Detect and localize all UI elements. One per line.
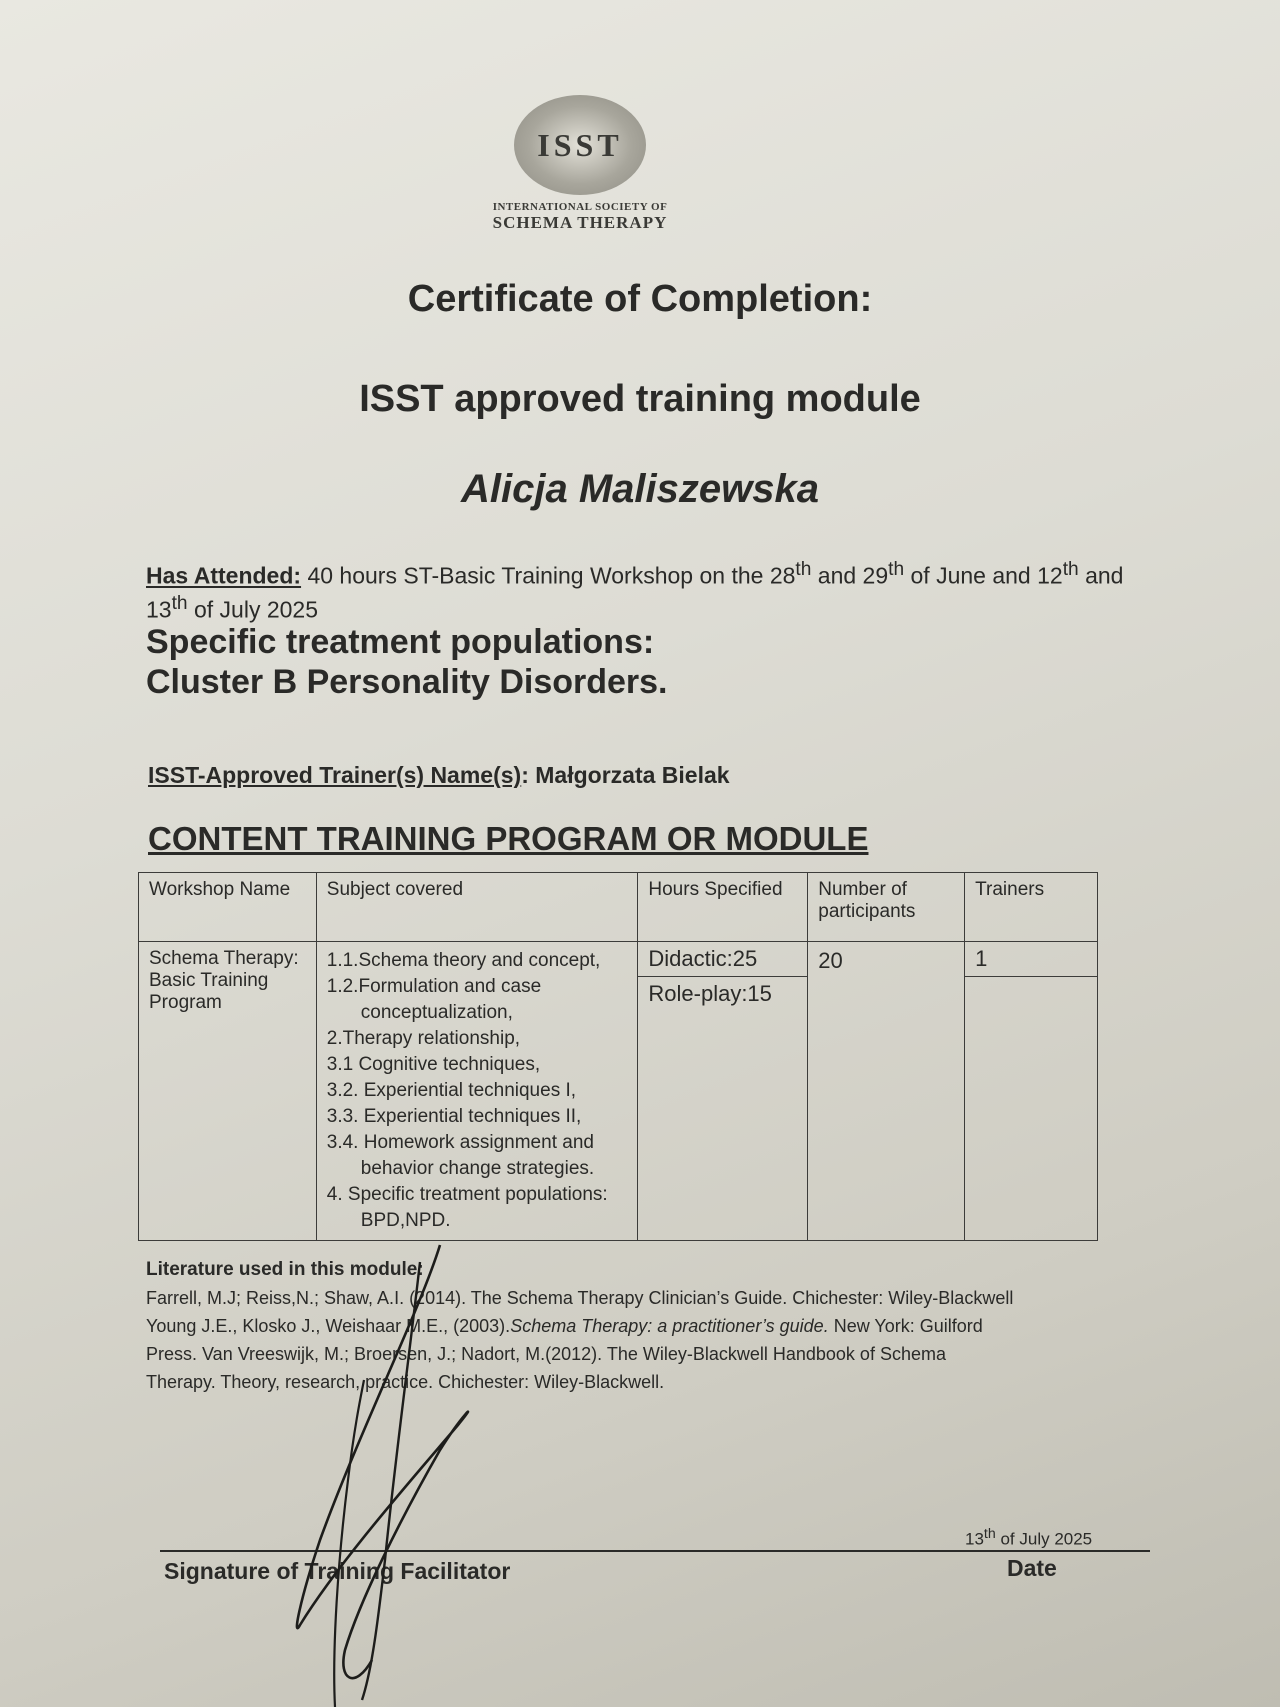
subject-item: 3.3. Experiential techniques II,: [326, 1106, 582, 1127]
ordinal-suffix: th: [888, 559, 905, 580]
attended-label: Has Attended:: [146, 562, 302, 589]
subject-item: behavior change strategies.: [360, 1158, 595, 1179]
literature-line: Press. Van Vreeswijk, M.; Broersen, J.; Nadort, M.(2012). The Wiley-Blackwell Handbook of Schema: [146, 1344, 946, 1364]
logo-abbreviation: ISST: [537, 126, 623, 163]
header-workshop: Workshop Name: [139, 873, 317, 942]
recipient-name: Alicja Maliszewska: [461, 467, 819, 511]
literature-line: Therapy. Theory, research, practice. Chichester: Wiley-Blackwell.: [146, 1372, 665, 1392]
literature-book-title: Schema Therapy: a practitioner’s guide.: [510, 1316, 829, 1336]
logo-org-line1: INTERNATIONAL SOCIETY OF: [492, 201, 668, 213]
treatment-populations-line2: Cluster B Personality Disorders.: [146, 663, 668, 701]
hours-roleplay: Role-play:15: [648, 981, 772, 1006]
trainer-name: Małgorzata Bielak: [535, 762, 730, 788]
header-trainers: Trainers: [965, 873, 1098, 942]
certificate-subtitle: ISST approved training module: [359, 378, 921, 420]
subject-item: 2.Therapy relationship,: [326, 1028, 521, 1049]
subject-item: 3.1 Cognitive techniques,: [326, 1054, 541, 1075]
treatment-populations-line1: Specific treatment populations:: [146, 623, 655, 661]
date-label: Date: [1007, 1555, 1057, 1581]
participants-cell: 20: [808, 942, 965, 1241]
date-day: 13: [965, 1529, 984, 1549]
subject-item: 4. Specific treatment populations:: [326, 1184, 608, 1205]
header-hours: Hours Specified: [638, 873, 808, 942]
subject-item: BPD,NPD.: [360, 1210, 451, 1231]
signature-stroke: [297, 1245, 468, 1678]
attended-text: and 29: [811, 562, 889, 589]
subject-item: 3.2. Experiential techniques I,: [326, 1080, 577, 1101]
logo-org-line2: SCHEMA THERAPY: [492, 213, 668, 232]
header-subject: Subject covered: [316, 873, 638, 942]
literature-line: Farrell, M.J; Reiss,N.; Shaw, A.I. (2014). The Schema Therapy Clinician’s Guide. Chichester: Wiley-Blackwell: [146, 1288, 1014, 1308]
subject-item: 1.1.Schema theory and concept,: [326, 950, 601, 971]
subject-item: conceptualization,: [360, 1002, 513, 1023]
trainer-separator: :: [521, 762, 536, 788]
attended-text: of June and 12: [904, 562, 1063, 589]
literature-title: Literature used in this module:: [146, 1259, 424, 1280]
ordinal-suffix: th: [795, 559, 812, 580]
attended-text: 40 hours ST-Basic Training Workshop on the 28: [301, 562, 796, 589]
subject-item: 3.4. Homework assignment and: [326, 1132, 594, 1153]
trainer-label: ISST-Approved Trainer(s) Name(s): [148, 762, 522, 788]
literature-text: New York: Guilford: [828, 1316, 983, 1336]
literature-text: Young J.E., Klosko J., Weishaar M.E., (2003).: [146, 1316, 511, 1336]
certificate-title: Certificate of Completion:: [407, 278, 873, 320]
ordinal-suffix: th: [171, 592, 188, 614]
signature-label: Signature of Training Facilitator: [164, 1558, 511, 1584]
content-heading: CONTENT TRAINING PROGRAM OR MODULE: [148, 820, 869, 857]
hours-didactic: Didactic:25: [638, 942, 807, 977]
trainers-count: 1: [965, 942, 1097, 977]
workshop-name-cell: Schema Therapy: Basic Training Program: [139, 942, 317, 1241]
attended-text: of July 2025: [187, 596, 318, 623]
ordinal-suffix: th: [983, 1526, 996, 1542]
ordinal-suffix: th: [1062, 559, 1079, 580]
attended-text: and 13: [146, 562, 1124, 623]
header-participants: Number of participants: [808, 873, 965, 942]
date-rest: of July 2025: [995, 1529, 1093, 1549]
subject-item: 1.2.Formulation and case: [326, 976, 542, 997]
